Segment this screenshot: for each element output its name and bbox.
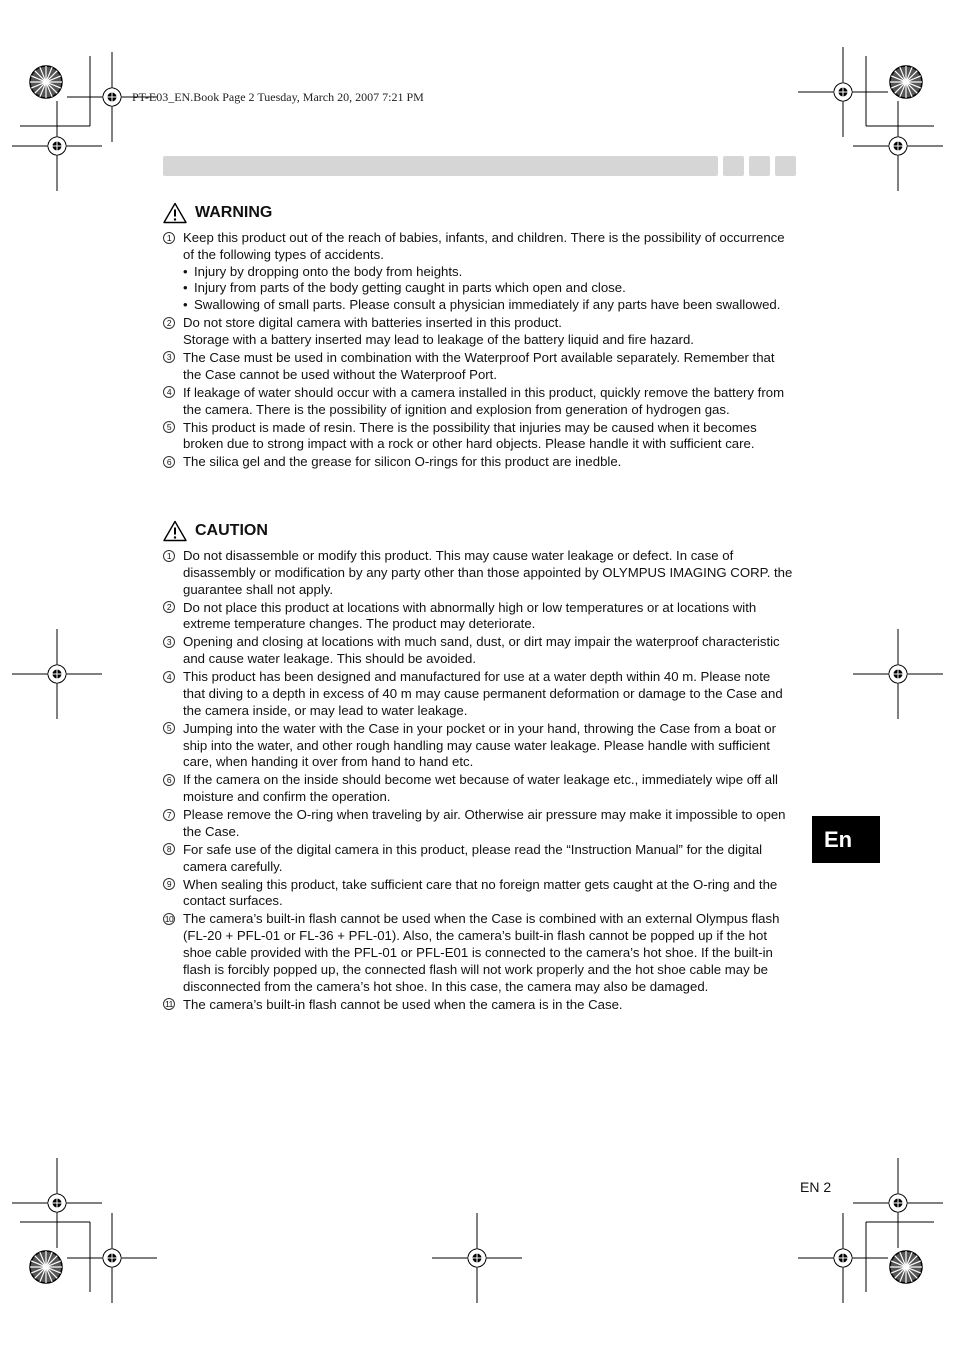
list-item (163, 772, 793, 806)
item-number: 11 (163, 998, 175, 1010)
list-item (163, 548, 793, 598)
list-item (163, 997, 793, 1014)
item-text: When sealing this product, take sufficient care that no foreign matter gets caught at the O-ring and the contact surfaces. (183, 876, 778, 909)
print-header: PT-E03_EN.Book Page 2 Tuesday, March 20, 2007 7:21 PM (132, 90, 424, 104)
list-item (163, 807, 793, 841)
item-number: 4 (163, 386, 175, 398)
item-number: 7 (163, 809, 175, 821)
bullet-list (183, 264, 793, 314)
list-item (163, 420, 793, 454)
item-text: Keep this product out of the reach of babies, infants, and children. There is the possibility of occurrence of the following types of accidents. (183, 230, 785, 262)
item-number: 5 (163, 421, 175, 433)
header-bar-box (775, 156, 796, 176)
list-item (163, 600, 793, 634)
item-text: The Case must be used in combination with the Waterproof Port available separately. Remember that the Case cannot be used without the Waterproof Port. (183, 349, 775, 382)
caution-list (163, 548, 793, 1015)
item-text: Do not place this product at locations with abnormally high or low temperatures or at locations with extreme temperature changes. The product may deteriorate. (183, 599, 757, 632)
item-number: 9 (163, 878, 175, 890)
item-text: Please remove the O-ring when traveling by air. Otherwise air pressure may make it impossible to open the Case. (183, 807, 786, 839)
item-number: 10 (164, 913, 174, 924)
item-text: If leakage of water should occur with a camera installed in this product, quickly remove the battery from the camera. There is the possibility of ignition and explosion from generation of hydrogen gas. (183, 384, 785, 417)
list-item (163, 350, 793, 384)
item-text: If the camera on the inside should become wet because of water leakage etc., immediately wipe off all moisture and confirm the operation. (183, 772, 778, 805)
item-text: For safe use of the digital camera in this product, please read the “Instruction Manual” for the digital camera carefully. (183, 841, 763, 874)
item-text-secondary: Storage with a battery inserted may lead to leakage of the battery liquid and fire hazard. (183, 331, 694, 347)
caution-title: CAUTION (195, 522, 268, 539)
item-number: 6 (163, 456, 175, 468)
item-number: 8 (163, 843, 175, 855)
item-text: Do not store digital camera with batteries inserted in this product. (183, 315, 562, 331)
item-number: 2 (163, 317, 175, 329)
item-text: Opening and closing at locations with much sand, dust, or dirt may impair the waterproof characteristic and cause water leakage. This should be avoided. (183, 634, 780, 667)
caution-triangle-icon (163, 520, 187, 542)
language-tab: En (812, 816, 880, 863)
item-number: 2 (163, 601, 175, 613)
bullet-item: • Injury from parts of the body getting caught in parts which open and close. (183, 280, 793, 297)
list-item (163, 669, 793, 719)
item-number: 6 (163, 774, 175, 786)
header-bar-box (749, 156, 770, 176)
item-number: 3 (163, 636, 175, 648)
warning-title: WARNING (195, 204, 273, 221)
list-item (163, 230, 793, 314)
item-text: Jumping into the water with the Case in your pocket or in your hand, throwing the Case from a boat or ship into the water, and other rough handling may cause water leakage. Please handle with sufficient care, when handing it over from hand to hand etc. (183, 720, 777, 770)
caution-heading (163, 519, 268, 543)
item-text: The camera’s built-in flash cannot be used when the camera is in the Case. (183, 996, 623, 1012)
list-item (163, 385, 793, 419)
item-number: 1 (163, 232, 175, 244)
item-number: 1 (163, 550, 175, 562)
list-item (163, 911, 793, 995)
header-bar (163, 156, 718, 176)
item-text: This product is made of resin. There is the possibility that injuries may be caused when it becomes broken due to strong impact with a rock or other hard objects. Please handle it with sufficient care. (183, 419, 757, 452)
bullet-item: • Injury by dropping onto the body from heights. (183, 264, 793, 281)
page-number: EN 2 (800, 1179, 832, 1195)
item-number: 5 (163, 722, 175, 734)
list-item (163, 721, 793, 771)
list-item (163, 877, 793, 911)
item-text: This product has been designed and manufactured for use at a water depth within 40 m. Please note that diving to a depth in excess of 40 m may cause permanent deformation or damage to the Case and the camera inside, or may lead to water leakage. (183, 669, 783, 718)
header-bar-box (723, 156, 744, 176)
list-item (163, 842, 793, 876)
item-number: 4 (163, 671, 175, 683)
item-text: The silica gel and the grease for silicon O-rings for this product are inedble. (183, 454, 622, 470)
warning-triangle-icon (163, 202, 187, 224)
item-text: Do not disassemble or modify this product. This may cause water leakage or defect. In case of disassembly or modification by any party other than those appointed by OLYMPUS IMAGING CORP. the guarantee shall not apply. (183, 548, 793, 597)
warning-list (163, 230, 793, 472)
item-number: 3 (163, 351, 175, 363)
warning-heading (163, 201, 272, 225)
item-text: The camera’s built-in flash cannot be used when the Case is combined with an external Olympus flash (FL-20 + PFL-01 or FL-36 + PFL-01). Also, the camera’s built-in flash cannot be popped up if the hot shoe cable provided with the PFL-01 or PFL-E01 is connected to the camera’s hot shoe. If the built-in flash is forcibly popped up, the connected flash will not work properly and the hot shoe cable may be disconnected from the camera’s hot shoe. In this case, the camera may also be damaged. (183, 911, 780, 994)
list-item (163, 315, 793, 349)
bullet-item: • Swallowing of small parts. Please consult a physician immediately if any parts have been swallowed. (183, 297, 793, 314)
list-item (163, 454, 793, 471)
list-item (163, 634, 793, 668)
